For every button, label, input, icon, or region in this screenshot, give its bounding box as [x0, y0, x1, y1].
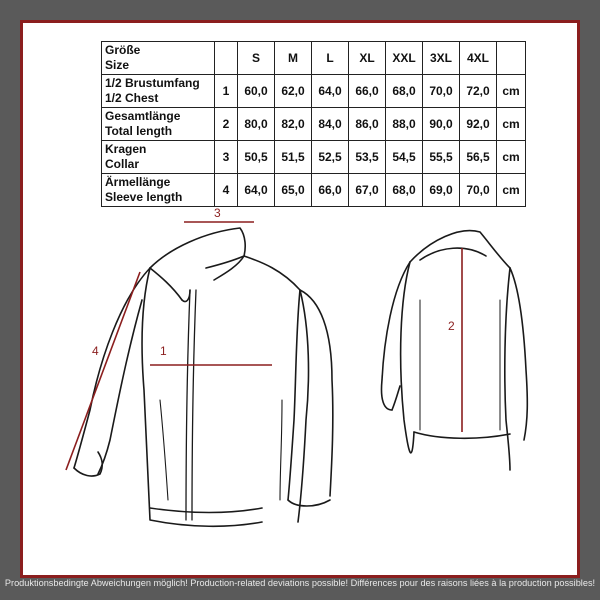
row-label-de: 1/2 Brustumfang — [105, 76, 200, 90]
sleeve-measure-line — [66, 272, 140, 470]
table-cell: 54,5 — [386, 141, 423, 174]
table-cell: 92,0 — [460, 108, 497, 141]
marker-2-label: 2 — [448, 319, 455, 333]
jacket-back-icon — [381, 231, 527, 470]
size-l: L — [312, 42, 349, 75]
table-cell: 64,0 — [312, 75, 349, 108]
size-xl: XL — [349, 42, 386, 75]
row-unit: cm — [497, 75, 526, 108]
size-m: M — [275, 42, 312, 75]
table-cell: 80,0 — [238, 108, 275, 141]
table-cell: 90,0 — [423, 108, 460, 141]
row-label-de: Kragen — [105, 142, 147, 156]
table-cell: 66,0 — [349, 75, 386, 108]
row-unit: cm — [497, 174, 526, 207]
marker-4-label: 4 — [92, 344, 99, 358]
row-number: 4 — [215, 174, 238, 207]
table-cell: 86,0 — [349, 108, 386, 141]
size-s: S — [238, 42, 275, 75]
row-label-en: Total length — [105, 124, 173, 138]
row-label-en: Sleeve length — [105, 190, 183, 204]
table-cell: 51,5 — [275, 141, 312, 174]
row-label-de: Ärmellänge — [105, 175, 171, 189]
row-number: 3 — [215, 141, 238, 174]
table-cell: 68,0 — [386, 174, 423, 207]
marker-3-label: 3 — [214, 206, 221, 220]
table-cell: 72,0 — [460, 75, 497, 108]
table-cell: 70,0 — [423, 75, 460, 108]
row-number: 1 — [215, 75, 238, 108]
jacket-front-icon — [74, 228, 333, 526]
marker-1-label: 1 — [160, 344, 167, 358]
table-cell: 53,5 — [349, 141, 386, 174]
table-cell: 52,5 — [312, 141, 349, 174]
table-cell: 50,5 — [238, 141, 275, 174]
table-cell: 84,0 — [312, 108, 349, 141]
row-unit: cm — [497, 108, 526, 141]
table-cell: 66,0 — [312, 174, 349, 207]
row-unit: cm — [497, 141, 526, 174]
table-cell: 70,0 — [460, 174, 497, 207]
row-label-en: 1/2 Chest — [105, 91, 159, 105]
table-cell: 69,0 — [423, 174, 460, 207]
table-cell: 88,0 — [386, 108, 423, 141]
row-label-en: Collar — [105, 157, 140, 171]
row-label-de: Gesamtlänge — [105, 109, 181, 123]
table-cell: 60,0 — [238, 75, 275, 108]
measurement-lines — [66, 222, 462, 470]
table-cell: 82,0 — [275, 108, 312, 141]
table-cell: 65,0 — [275, 174, 312, 207]
size-4xl: 4XL — [460, 42, 497, 75]
table-cell: 62,0 — [275, 75, 312, 108]
header-label-de: Größe — [105, 43, 141, 57]
row-number: 2 — [215, 108, 238, 141]
header-label-en: Size — [105, 58, 130, 72]
table-cell: 68,0 — [386, 75, 423, 108]
size-xxl: XXL — [386, 42, 423, 75]
footer-disclaimer: Produktionsbedingte Abweichungen möglich! Production-related deviations possible! Différences pour des raisons liées à la production possibles! — [4, 578, 596, 588]
table-cell: 64,0 — [238, 174, 275, 207]
table-cell: 55,5 — [423, 141, 460, 174]
table-cell: 67,0 — [349, 174, 386, 207]
size-3xl: 3XL — [423, 42, 460, 75]
table-cell: 56,5 — [460, 141, 497, 174]
